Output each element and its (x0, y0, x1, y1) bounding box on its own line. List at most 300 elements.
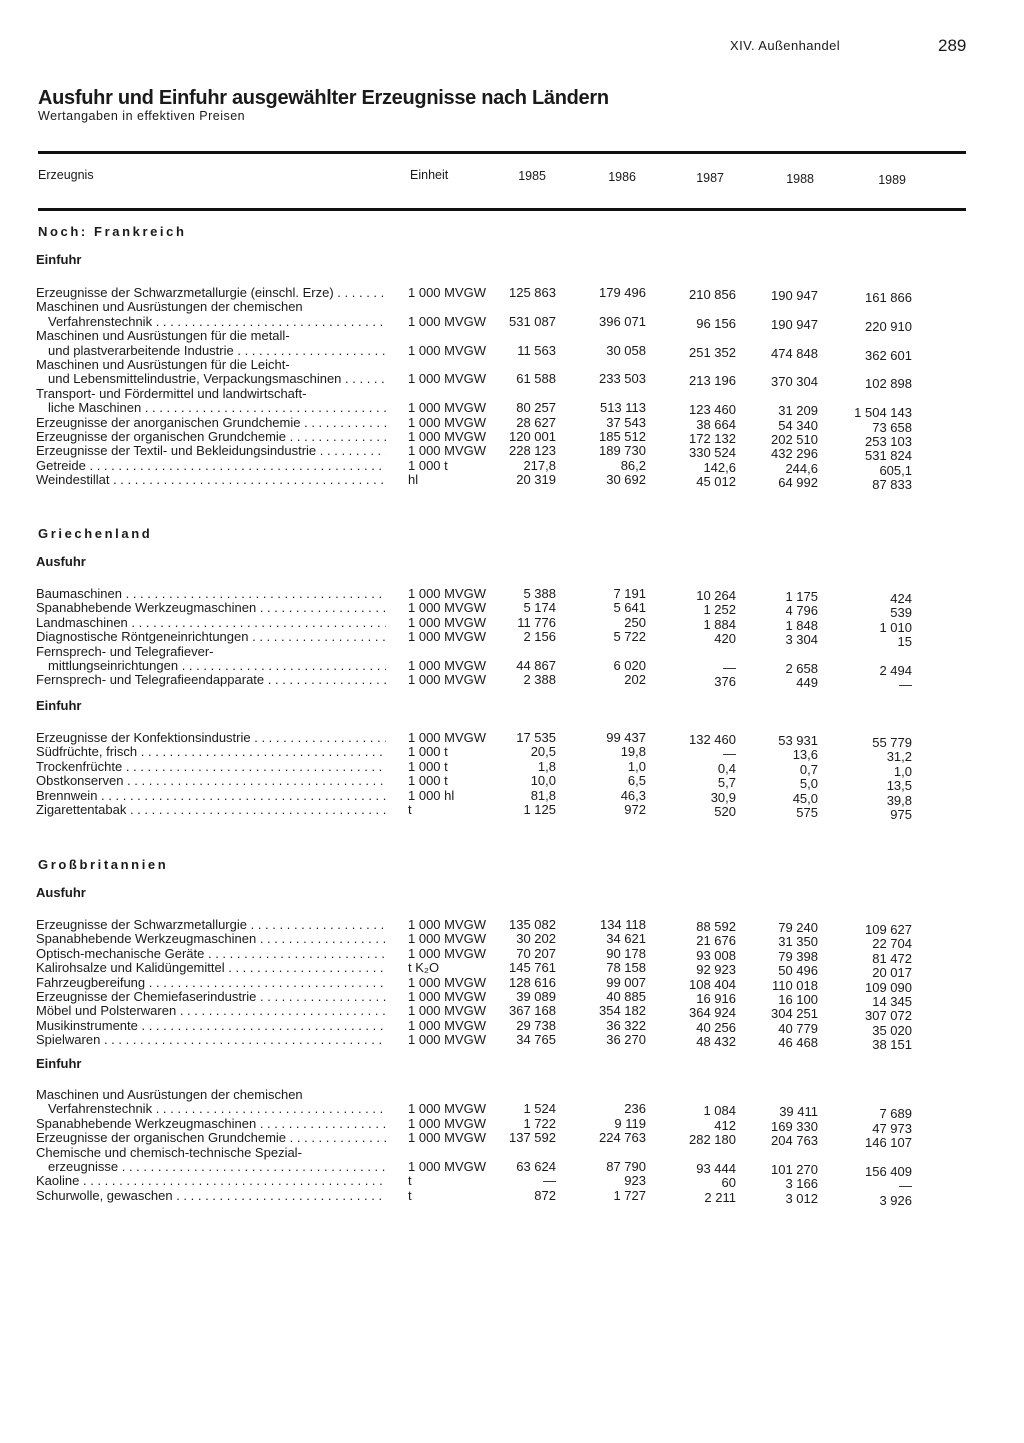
value-cell: 975 (890, 807, 912, 822)
table-row (0, 1130, 1024, 1151)
value-cell: 55 779 (872, 735, 912, 750)
value-cell: 63 624 (516, 1159, 556, 1174)
value-cell: 6,5 (627, 773, 646, 789)
value-cell: 5 174 (523, 600, 556, 616)
value-cell: 0,4 (717, 760, 736, 776)
value-cell: 1,8 (537, 758, 556, 774)
value-cell: 367 168 (509, 1003, 556, 1019)
product-label: Verfahrenstechnik . . . (48, 314, 386, 329)
value-cell: 38 151 (872, 1037, 912, 1053)
value-cell: 185 512 (599, 429, 646, 444)
value-cell: 30,9 (710, 789, 736, 805)
product-label: Optisch-mechanische Geräte . . . (36, 946, 386, 961)
value-cell: 36 322 (606, 1017, 646, 1033)
unit-cell: t (408, 802, 412, 817)
value-cell: 5,7 (717, 775, 736, 791)
product-label: Trockenfrüchte . . . (36, 759, 386, 774)
unit-cell: 1 000 MVGW (408, 600, 487, 616)
value-cell: 3 926 (879, 1192, 912, 1208)
unit-cell: t K₂O (408, 960, 440, 976)
unit-cell: 1 000 MVGW (408, 1130, 487, 1146)
unit-cell: 1 000 t (408, 758, 448, 774)
value-cell: 412 (714, 1117, 736, 1133)
value-cell: 90 178 (606, 945, 646, 961)
value-cell: 1 252 (703, 602, 736, 618)
value-cell: 53 931 (778, 733, 818, 748)
value-cell: 362 601 (865, 347, 912, 363)
value-cell: 40 885 (606, 989, 646, 1004)
value-cell: 13,6 (792, 747, 818, 763)
unit-cell: 1 000 hl (408, 787, 455, 803)
value-cell: 142,6 (703, 459, 736, 475)
table-row (0, 931, 1024, 952)
value-cell: 169 330 (771, 1118, 818, 1134)
value-cell: 37 543 (606, 414, 646, 430)
value-cell: 1 504 143 (854, 405, 912, 421)
product-label: Brennwein . . . (36, 788, 386, 803)
product-label: Chemische und chemisch-technische Spezial- (36, 1144, 302, 1160)
value-cell: 110 018 (771, 977, 818, 993)
value-cell: 64 992 (778, 475, 818, 491)
table-row-label-line (0, 1087, 1024, 1102)
value-cell: 132 460 (689, 732, 736, 747)
table-row (0, 429, 1024, 449)
table-row-label-line (0, 386, 1024, 401)
unit-cell: 1 000 MVGW (408, 672, 487, 688)
unit-cell: 1 000 MVGW (408, 917, 487, 932)
value-cell: 35 020 (872, 1022, 912, 1038)
value-cell: 11 563 (517, 342, 556, 358)
value-cell: 13,5 (886, 778, 912, 794)
value-cell: 2 388 (523, 672, 556, 688)
value-cell: 15 (897, 634, 912, 650)
column-header-year: 1987 (696, 171, 724, 185)
value-cell: 432 296 (771, 446, 818, 462)
product-label: Spanabhebende Werkzeugmaschinen . . . (36, 1116, 386, 1131)
table-row-label-line (0, 299, 1024, 314)
value-cell: 20 017 (872, 965, 912, 981)
value-cell: 31,2 (886, 749, 912, 765)
table-row (0, 744, 1024, 765)
unit-cell: 1 000 MVGW (408, 931, 487, 947)
table-row (0, 730, 1024, 750)
value-cell: 81 472 (872, 950, 912, 966)
value-cell: 87 790 (606, 1159, 646, 1174)
value-cell: 44 867 (516, 658, 556, 673)
value-cell: 2 494 (879, 663, 912, 678)
value-cell: 46 468 (778, 1035, 818, 1051)
unit-cell: 1 000 MVGW (408, 1017, 487, 1033)
table-row (0, 1017, 1024, 1038)
table-row (0, 342, 1024, 363)
unit-cell: 1 000 MVGW (408, 1115, 487, 1131)
value-cell: 20,5 (530, 744, 556, 760)
unit-cell: 1 000 MVGW (408, 342, 487, 358)
column-header-year: 1985 (518, 169, 546, 183)
value-cell: 575 (796, 805, 818, 820)
value-cell: 449 (796, 675, 818, 691)
value-cell: 36 270 (606, 1032, 646, 1048)
product-label: liche Maschinen . . . (48, 400, 386, 415)
value-cell: 46,3 (620, 787, 646, 803)
product-label: Erzeugnisse der organischen Grundchemie . . . (36, 1130, 386, 1145)
value-cell: 7 689 (879, 1106, 912, 1122)
value-cell: — (543, 1173, 556, 1189)
table-row-label-line (0, 328, 1024, 343)
value-cell: 1 010 (879, 619, 912, 635)
value-cell: 520 (714, 804, 736, 819)
product-label: Erzeugnisse der Schwarzmetallurgie . . . (36, 917, 386, 932)
table-header-rule (38, 208, 966, 211)
unit-cell: 1 000 MVGW (408, 629, 487, 645)
product-label: Erzeugnisse der anorganischen Grundchemie . . . (36, 415, 386, 430)
value-cell: 253 103 (865, 434, 912, 449)
unit-cell: 1 000 MVGW (408, 730, 487, 745)
table-row (0, 672, 1024, 693)
product-label: Möbel und Polsterwaren . . . (36, 1003, 386, 1018)
table-row (0, 443, 1024, 464)
value-cell: 224 763 (599, 1130, 646, 1146)
value-cell: 16 100 (778, 992, 818, 1007)
product-label: Schurwolle, gewaschen . . . (36, 1188, 386, 1203)
value-cell: 47 973 (872, 1120, 912, 1136)
value-cell: 134 118 (599, 917, 646, 932)
product-label: erzeugnisse . . . (48, 1159, 386, 1174)
trade-direction-heading: Ausfuhr (36, 885, 86, 900)
unit-cell: 1 000 MVGW (408, 414, 487, 430)
country-heading: Großbritannien (38, 857, 169, 872)
value-cell: 210 856 (689, 287, 736, 302)
table-row (0, 989, 1024, 1009)
table-row (0, 1032, 1024, 1053)
value-cell: 29 738 (516, 1017, 556, 1033)
value-cell: — (899, 677, 912, 693)
table-row (0, 1173, 1024, 1194)
value-cell: 109 627 (865, 922, 912, 937)
column-header-year: 1988 (786, 172, 814, 186)
value-cell: 123 460 (689, 402, 736, 418)
value-cell: 9 119 (614, 1115, 646, 1131)
table-row (0, 1101, 1024, 1122)
table-row (0, 974, 1024, 995)
value-cell: 3 304 (785, 632, 818, 648)
product-label: und Lebensmittelindustrie, Verpackungsmaschinen . . . (48, 371, 386, 386)
product-label: Maschinen und Ausrüstungen der chemischen (36, 1087, 303, 1102)
column-header-year: 1986 (608, 170, 636, 184)
value-cell: 20 319 (516, 472, 556, 488)
unit-cell: 1 000 MVGW (408, 400, 487, 416)
value-cell: 0,7 (799, 761, 818, 777)
product-label: Spanabhebende Werkzeugmaschinen . . . (36, 600, 386, 615)
value-cell: 204 763 (771, 1133, 818, 1149)
unit-cell: 1 000 MVGW (408, 989, 487, 1004)
value-cell: — (723, 746, 736, 762)
unit-cell: hl (408, 472, 419, 488)
value-cell: 128 616 (509, 974, 556, 990)
table-row (0, 313, 1024, 334)
value-cell: 21 676 (696, 933, 736, 949)
value-cell: 78 158 (606, 960, 646, 976)
table-row (0, 457, 1024, 478)
unit-cell: t (408, 1187, 412, 1203)
value-cell: 3 166 (785, 1176, 818, 1192)
value-cell: 282 180 (689, 1132, 736, 1148)
value-cell: 236 (624, 1101, 646, 1117)
value-cell: 88 592 (696, 919, 736, 934)
value-cell: 531 824 (865, 448, 912, 464)
table-row (0, 1159, 1024, 1179)
value-cell: 872 (534, 1187, 556, 1203)
unit-cell: 1 000 t (408, 773, 448, 789)
unit-cell: 1 000 MVGW (408, 586, 487, 601)
value-cell: — (723, 660, 736, 675)
value-cell: 190 947 (771, 316, 818, 332)
column-header-product: Erzeugnis (38, 168, 94, 182)
value-cell: 86,2 (620, 457, 646, 473)
table-row-label-line (0, 357, 1024, 372)
product-label: Erzeugnisse der Chemiefaserindustrie . . . (36, 989, 386, 1004)
value-cell: 5 722 (613, 629, 646, 645)
table-row (0, 802, 1024, 822)
product-label: Erzeugnisse der Textil- und Bekleidungsindustrie . . . (36, 443, 386, 458)
value-cell: — (899, 1178, 912, 1194)
value-cell: 96 156 (696, 315, 736, 331)
table-row (0, 1115, 1024, 1136)
table-row (0, 629, 1024, 650)
product-label: mittlungseinrichtungen . . . (48, 658, 386, 673)
value-cell: 1 727 (613, 1187, 646, 1203)
product-label: Obstkonserven . . . (36, 773, 386, 788)
value-cell: 2 211 (704, 1189, 736, 1205)
product-label: Spanabhebende Werkzeugmaschinen . . . (36, 931, 386, 946)
table-row (0, 1187, 1024, 1208)
value-cell: 145 761 (509, 960, 556, 976)
value-cell: 30 202 (516, 931, 556, 947)
table-row (0, 917, 1024, 937)
column-header-year: 1989 (878, 173, 906, 187)
value-cell: 19,8 (620, 744, 646, 760)
value-cell: 202 (624, 672, 646, 688)
value-cell: 39 089 (516, 989, 556, 1004)
trade-direction-heading: Ausfuhr (36, 554, 86, 569)
product-label: Diagnostische Röntgeneinrichtungen . . . (36, 629, 386, 644)
product-label: Fernsprech- und Telegrafiever- (36, 643, 214, 659)
value-cell: 217,8 (523, 457, 556, 473)
unit-cell: 1 000 MVGW (408, 614, 487, 630)
table-row (0, 400, 1024, 421)
table-row (0, 773, 1024, 794)
product-label: Zigarettentabak . . . (36, 802, 386, 817)
table-row (0, 285, 1024, 305)
country-heading: Noch: Frankreich (38, 224, 187, 239)
value-cell: 16 916 (696, 991, 736, 1006)
product-label: Maschinen und Ausrüstungen für die metall- (36, 328, 290, 344)
value-cell: 5,0 (799, 776, 818, 792)
value-cell: 79 240 (778, 920, 818, 935)
product-label: Transport- und Fördermittel und landwirtschaft- (36, 385, 307, 401)
value-cell: 424 (890, 591, 912, 606)
product-label: Verfahrenstechnik . . . (48, 1101, 386, 1116)
value-cell: 396 071 (599, 313, 646, 329)
value-cell: 31 209 (778, 403, 818, 419)
country-heading: Griechenland (38, 526, 153, 541)
value-cell: 87 833 (872, 477, 912, 493)
column-header-unit: Einheit (410, 168, 449, 182)
value-cell: 93 008 (696, 947, 736, 963)
value-cell: 99 437 (606, 730, 646, 745)
unit-cell: 1 000 MVGW (408, 1159, 487, 1174)
unit-cell: 1 000 MVGW (408, 371, 487, 387)
value-cell: 5 641 (613, 600, 646, 616)
unit-cell: 1 000 t (408, 457, 448, 473)
product-label: Getreide . . . (36, 458, 386, 473)
value-cell: 1 524 (523, 1101, 556, 1117)
value-cell: 5 388 (523, 586, 556, 601)
value-cell: 1,0 (627, 758, 646, 774)
value-cell: 60 (721, 1175, 736, 1191)
value-cell: 2 156 (523, 629, 556, 645)
product-label: Weindestillat . . . (36, 472, 386, 487)
page-title: Ausfuhr und Einfuhr ausgewählter Erzeugnisse nach Ländern (38, 87, 609, 109)
value-cell: 135 082 (509, 917, 556, 932)
value-cell: 17 535 (516, 730, 556, 745)
value-cell: 79 398 (778, 948, 818, 964)
value-cell: 531 087 (509, 313, 556, 329)
value-cell: 172 132 (689, 431, 736, 446)
value-cell: 125 863 (509, 285, 556, 300)
table-row (0, 371, 1024, 392)
value-cell: 605,1 (879, 462, 912, 478)
table-row (0, 1003, 1024, 1024)
value-cell: 93 444 (696, 1161, 736, 1176)
unit-cell: 1 000 MVGW (408, 945, 487, 961)
product-label: Kaoline . . . (36, 1173, 386, 1188)
value-cell: 81,8 (530, 787, 556, 803)
value-cell: 146 107 (865, 1135, 912, 1151)
unit-cell: 1 000 MVGW (408, 443, 487, 459)
value-cell: 1 884 (703, 616, 736, 632)
value-cell: 45,0 (792, 790, 818, 806)
value-cell: 50 496 (778, 963, 818, 979)
value-cell: 1 084 (703, 1103, 736, 1119)
value-cell: 972 (624, 802, 646, 817)
value-cell: 48 432 (696, 1034, 736, 1050)
value-cell: 40 256 (696, 1019, 736, 1035)
value-cell: 156 409 (865, 1164, 912, 1179)
value-cell: 307 072 (865, 1008, 912, 1024)
value-cell: 420 (714, 631, 736, 647)
value-cell: 38 664 (696, 416, 736, 432)
value-cell: 22 704 (872, 936, 912, 952)
value-cell: 61 588 (516, 371, 556, 387)
trade-direction-heading: Einfuhr (36, 252, 82, 267)
page-subtitle: Wertangaben in effektiven Preisen (38, 109, 246, 123)
value-cell: 39 411 (779, 1104, 818, 1120)
value-cell: 120 001 (509, 429, 556, 444)
value-cell: 70 207 (516, 945, 556, 961)
value-cell: 34 765 (516, 1032, 556, 1048)
table-top-rule (38, 151, 966, 154)
value-cell: 3 012 (785, 1190, 818, 1206)
value-cell: 109 090 (865, 979, 912, 995)
product-label: Spielwaren . . . (36, 1032, 386, 1047)
table-row (0, 414, 1024, 435)
value-cell: 1 125 (523, 802, 556, 817)
page-number: 289 (938, 36, 967, 55)
value-cell: 73 658 (872, 419, 912, 435)
value-cell: 6 020 (613, 658, 646, 673)
value-cell: 250 (624, 614, 646, 630)
value-cell: 34 621 (606, 931, 646, 947)
value-cell: 179 496 (599, 285, 646, 300)
value-cell: 2 658 (785, 661, 818, 676)
value-cell: 474 848 (771, 345, 818, 361)
product-label: Erzeugnisse der Konfektionsindustrie . . . (36, 730, 386, 745)
table-row (0, 586, 1024, 606)
value-cell: 370 304 (771, 374, 818, 390)
product-label: Erzeugnisse der organischen Grundchemie . . . (36, 429, 386, 444)
value-cell: 161 866 (865, 290, 912, 305)
table-row (0, 960, 1024, 981)
unit-cell: 1 000 MVGW (408, 429, 487, 444)
unit-cell: 1 000 MVGW (408, 1032, 487, 1048)
unit-cell: 1 000 MVGW (408, 285, 487, 300)
table-row (0, 472, 1024, 493)
value-cell: 4 796 (785, 603, 818, 619)
table-row-label-line (0, 644, 1024, 659)
table-row-label-line (0, 1145, 1024, 1160)
value-cell: 10 264 (696, 588, 736, 603)
value-cell: 233 503 (599, 371, 646, 387)
value-cell: 102 898 (865, 376, 912, 392)
value-cell: 244,6 (785, 460, 818, 476)
value-cell: 228 123 (509, 443, 556, 459)
value-cell: 354 182 (599, 1003, 646, 1019)
product-label: Kalirohsalze und Kalidüngemittel . . . (36, 960, 386, 975)
value-cell: 14 345 (872, 994, 912, 1009)
value-cell: 202 510 (771, 432, 818, 447)
value-cell: 213 196 (689, 373, 736, 389)
product-label: Maschinen und Ausrüstungen der chemischen (36, 299, 303, 315)
value-cell: 513 113 (599, 400, 646, 416)
table-row (0, 787, 1024, 808)
value-cell: 189 730 (599, 443, 646, 459)
unit-cell: 1 000 MVGW (408, 313, 487, 329)
value-cell: 40 779 (778, 1020, 818, 1036)
value-cell: 1 722 (523, 1115, 556, 1131)
value-cell: 28 627 (516, 414, 556, 430)
product-label: und plastverarbeitende Industrie . . . (48, 343, 386, 358)
product-label: Südfrüchte, frisch . . . (36, 744, 386, 759)
value-cell: 190 947 (771, 288, 818, 303)
value-cell: 30 058 (606, 342, 646, 358)
value-cell: 30 692 (606, 472, 646, 488)
table-row (0, 614, 1024, 635)
product-label: Landmaschinen . . . (36, 615, 386, 630)
value-cell: 1 848 (785, 617, 818, 633)
table-row (0, 945, 1024, 966)
trade-direction-heading: Einfuhr (36, 698, 82, 713)
value-cell: 92 923 (696, 962, 736, 978)
value-cell: 80 257 (516, 400, 556, 416)
value-cell: 10,0 (530, 773, 556, 789)
value-cell: 923 (624, 1173, 646, 1189)
value-cell: 101 270 (771, 1162, 818, 1177)
value-cell: 1,0 (893, 763, 912, 779)
value-cell: 364 924 (689, 1005, 736, 1021)
value-cell: 31 350 (778, 934, 818, 950)
value-cell: 251 352 (689, 344, 736, 360)
